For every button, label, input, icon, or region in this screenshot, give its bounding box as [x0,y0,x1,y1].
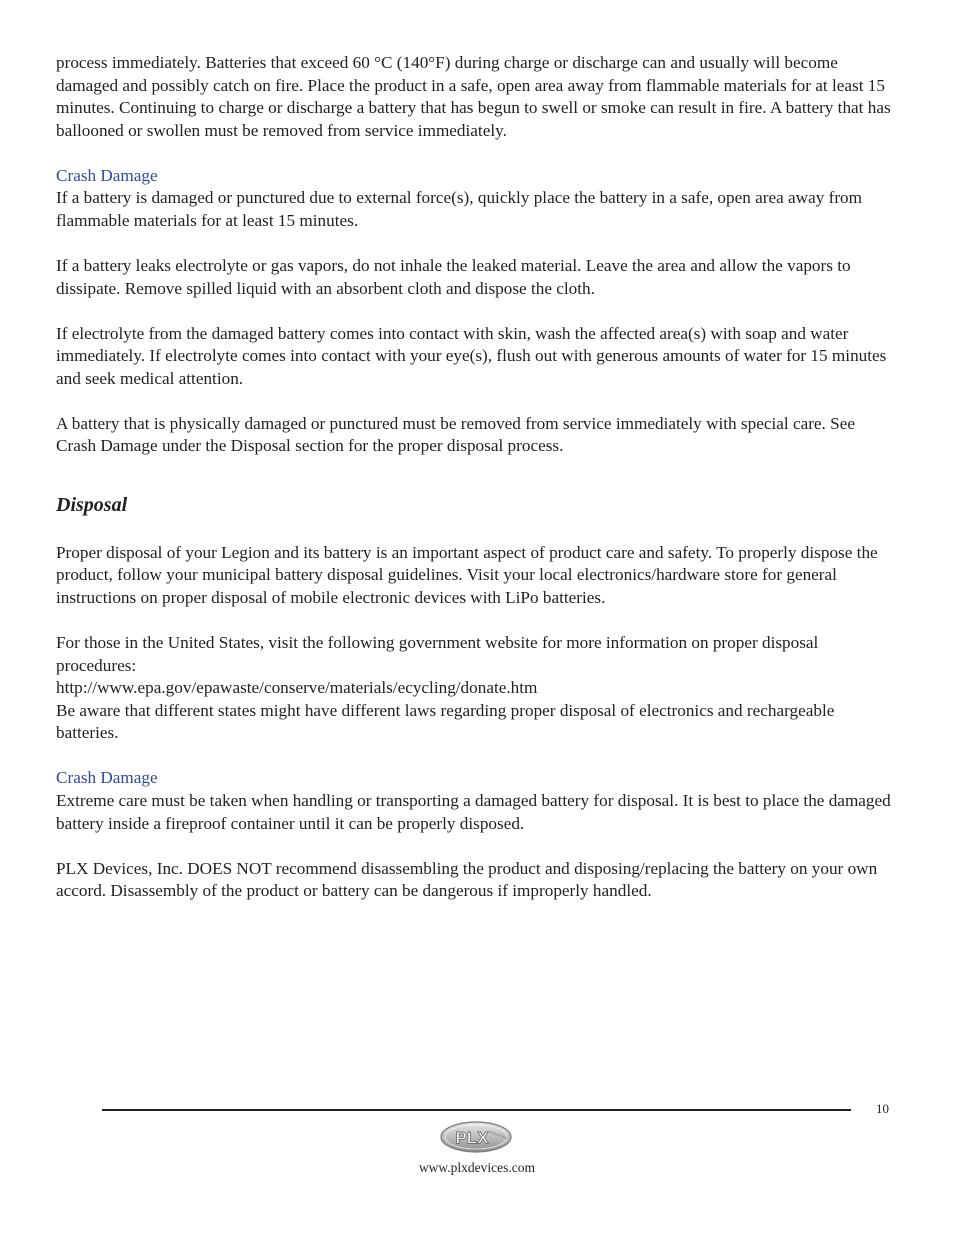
logo-wordmark: PLX [455,1128,489,1148]
plx-logo [439,1120,515,1158]
crash-damage-paragraph: If a battery leaks electrolyte or gas vapors, do not inhale the leaked material. Leave the area and allow the vapors to dissipate. Remove spilled liquid with an absorbent cloth and dispose the cloth. [56,255,851,298]
epa-disposal-url[interactable]: http://www.epa.gov/epawaste/conserve/materials/ecycling/donate.htm [56,678,538,698]
footer-rule [102,1109,851,1111]
logo-subtext: DEVICES INC. [488,1129,509,1141]
crash-damage-paragraph: A battery that is physically damaged or punctured must be removed from service immediately with special care. See Crash Damage under the Disposal section for the proper disposal process. [56,413,855,456]
disposal-paragraph: For those in the United States, visit the following government website for more information on proper disposal procedures: [56,633,819,675]
page-number: 10 [876,1101,889,1116]
crash-damage-disposal-paragraph: Extreme care must be taken when handling or transporting a damaged battery for disposal. It is best to place the damaged battery inside a fireproof container until it can be properly disposed. [56,791,891,833]
crash-damage-heading: Crash Damage [56,165,158,185]
page-content [56,52,898,903]
crash-damage-paragraph: If electrolyte from the damaged battery comes into contact with skin, wash the affected area(s) with soap and water immediately. If electrolyte comes into contact with your eye(s), flush out with generous amounts of water for 15 minutes and seek medical attention. [56,323,887,388]
disposal-paragraph: Proper disposal of your Legion and its battery is an important aspect of product care and safety. To properly dispose the product, follow your municipal battery disposal guidelines. Visit your local electronics/hardware store for general instructions on proper disposal of mobile electronic devices with LiPo batteries. [56,542,878,608]
crash-damage-disposal-paragraph: PLX Devices, Inc. DOES NOT recommend disassembling the product and disposing/replacing the battery on your own accord. Disassembly of the product or battery can be dangerous if improperly handled. [56,858,878,901]
intro-paragraph: process immediately. Batteries that exceed 60 °C (140°F) during charge or discharge can and usually will become damaged and possibly catch on fire. Place the product in a safe, open area away from flammable materials for at least 15 minutes. Continuing to charge or discharge a battery that has begun to swell or smoke can result in fire. A battery that has ballooned or swollen must be removed from service immediately. [56,53,891,140]
footer-website[interactable]: www.plxdevices.com [418,1160,536,1175]
crash-damage-disposal-heading: Crash Damage [56,768,158,788]
disposal-paragraph: Be aware that different states might have different laws regarding proper disposal of electronics and rechargeable batteries. [56,700,835,743]
crash-damage-paragraph: If a battery is damaged or punctured due to external force(s), quickly place the battery in a safe, open area away from flammable materials for at least 15 minutes. [56,188,863,230]
disposal-section-title: Disposal [56,493,128,516]
